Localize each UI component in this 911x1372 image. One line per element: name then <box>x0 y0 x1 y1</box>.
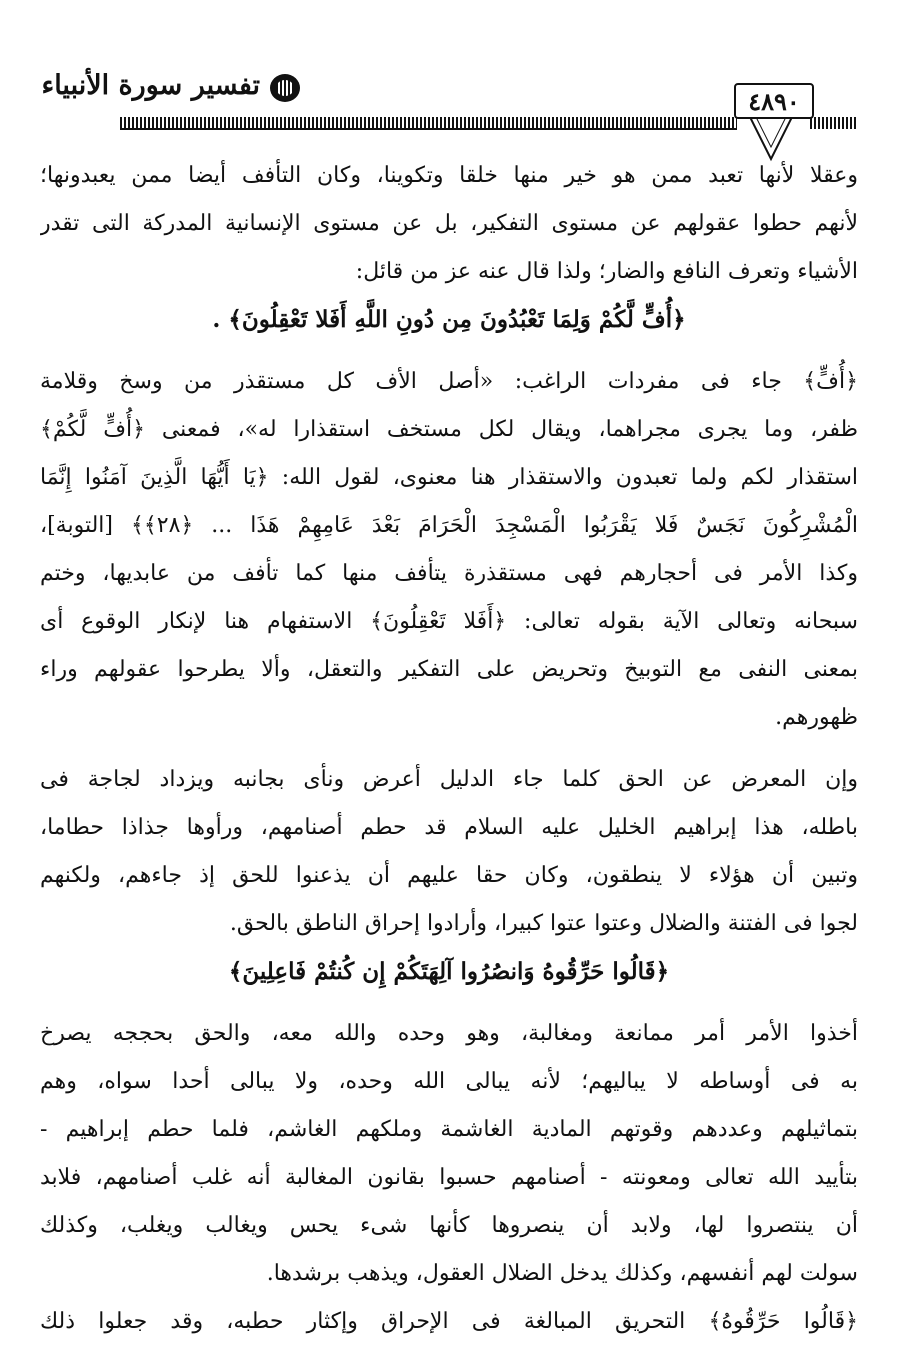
text-line: الْمُشْرِكُونَ نَجَسٌ فَلا يَقْرَبُوا الْمَسْجِدَ الْحَرَامَ بَعْدَ عَامِهِمْ هَذَا ... ﴿٢٨﴾﴾ [التوبة]، <box>40 513 858 538</box>
text-line: سبحانه وتعالى الآية بقوله تعالى: ﴿أَفَلا تَعْقِلُونَ﴾ الاستفهام هنا لإنكار الوقوع أى <box>40 609 858 634</box>
text-line: ﴿أُفٍّ﴾ جاء فى مفردات الراغب: «أصل الأف كل مستقذر من وسخ وقلامة <box>40 369 858 394</box>
text-line: ظهورهم. <box>775 705 858 730</box>
text-line: استقذار لكم ولما تعبدون والاستقذار هنا معنوى، لقول الله: ﴿يَا أَيُّهَا الَّذِينَ آمَنُوا إِنَّمَا <box>40 465 858 490</box>
text-line: لجوا فى الفتنة والضلال وعتوا عتوا كبيرا، وأرادوا إحراق الناطق بالحق. <box>229 911 858 936</box>
header-rule-right <box>810 117 858 129</box>
verse-line: ﴿أُفٍّ لَّكُمْ وَلِمَا تَعْبُدُونَ مِن دُونِ اللَّهِ أَفَلا تَعْقِلُونَ﴾ . <box>212 306 686 333</box>
text-line: أن ينتصروا لها، ولابد أن ينصروها كأنها شىء يحس ويغالب ويغلب، وكذلك <box>40 1213 858 1238</box>
text-line: ظفر، وما يجرى مجراهما، ويقال لكل مستخف استقذارا له»، فمعنى ﴿أُفٍّ لَّكُمْ﴾ <box>40 417 858 442</box>
text-line: سولت لهم أنفسهم، وكذلك يدخل الضلال العقول، ويذهب برشدها. <box>266 1261 858 1286</box>
header-rule-bar <box>120 128 737 130</box>
text-line: أخذوا الأمر أمر ممانعة ومغالبة، وهو وحده والله معه، والحق بحججه يصرخ <box>40 1021 858 1046</box>
text-line: الأشياء وتعرف النافع والضار؛ ولذا قال عنه عز من قائل: <box>355 259 858 284</box>
text-line: باطله، هذا إبراهيم الخليل عليه السلام قد حطم أصنامهم، ورأوها جذاذا حطاما، <box>40 815 858 840</box>
text-line: لأنهم حطوا عقولهم عن مستوى التفكير، بل عن مستوى الإنسانية المدركة التى تقدر <box>40 211 858 236</box>
text-line: وعقلا لأنها تعبد ممن هو خير منها خلقا وتكوينا، وكان التأفف أيضا ممن يعبدونها؛ <box>40 163 858 188</box>
text-line: وتبين أن هؤلاء لا ينطقون، وكان حقا عليهم أن يذعنوا للحق إذ جاءهم، ولكنهم <box>40 863 858 888</box>
text-line: ﴿قَالُوا حَرِّقُوهُ﴾ التحريق المبالغة فى الإحراق وإكثار حطبه، وقد جعلوا ذلك <box>40 1309 858 1334</box>
text-line: وكذا الأمر فى أحجارهم فهى مستقذرة يتأفف منها كما تأفف من عابديها، وختم <box>40 561 858 586</box>
text-line: وإن المعرض عن الحق كلما جاء الدليل أعرض ونأى بجانبه ويزداد لجاجة فى <box>40 767 858 792</box>
page-header <box>0 0 911 170</box>
page-body <box>40 152 858 1346</box>
text-line: بتأييد الله تعالى ومعونته - أصنامهم حسبوا بقانون المغالبة أنه غلب أصنامهم، فلابد <box>40 1165 858 1190</box>
page-number: ٤٨٩٠ <box>734 83 814 119</box>
verse-line: ﴿قَالُوا حَرِّقُوهُ وَانصُرُوا آلِهَتَكُمْ إِن كُنتُمْ فَاعِلِينَ﴾ <box>228 958 670 985</box>
ornament-icon <box>270 74 300 102</box>
text-line: به فى أوساطه لا يباليهم؛ لأنه يبالى الله وحده، ولا يبالى أحدا سواه، وهم <box>40 1069 858 1094</box>
running-title: تفسير سورة الأنبياء <box>41 70 260 101</box>
text-line: بتماثيلهم وعددهم وقوتهم المادية الغاشمة وملكهم الغاشم، فلما حطم إبراهيم - <box>40 1117 858 1142</box>
text-line: بمعنى النفى مع التوبيخ وتحريض على التفكير والتعقل، وألا يطرحوا عقولهم وراء <box>40 657 858 682</box>
